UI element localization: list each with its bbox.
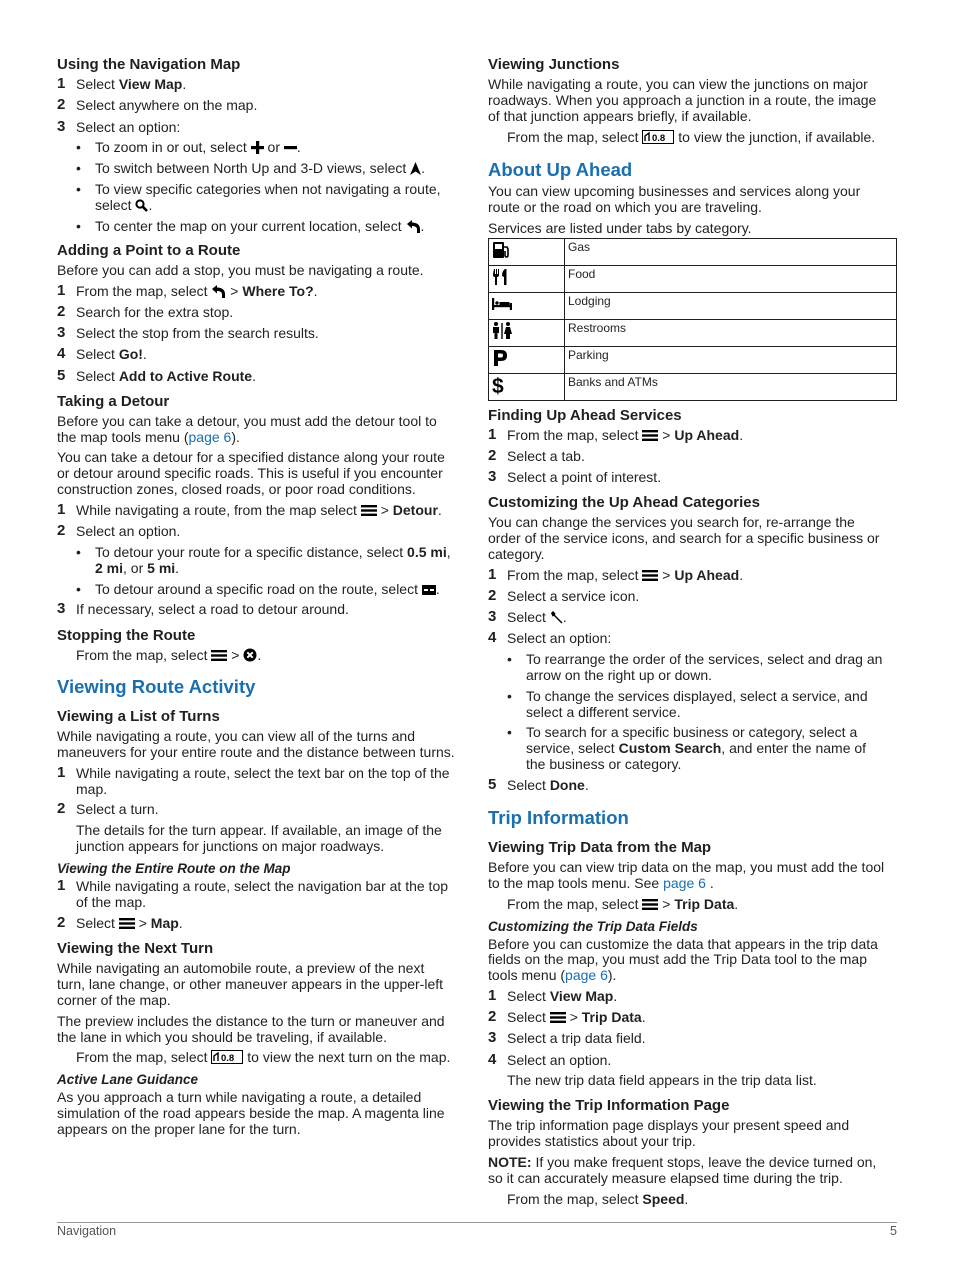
svg-text:$: $ — [492, 375, 504, 395]
step: Select a service icon. — [507, 588, 640, 604]
step: Select a trip data field. — [507, 1030, 646, 1046]
step: Select View Map. — [507, 988, 618, 1004]
heading-adding-point: Adding a Point to a Route — [57, 242, 241, 259]
bullet-item: To search for a specific business or category, select a — [526, 724, 858, 740]
step: Select the stop from the search results. — [76, 325, 319, 341]
step: Select an option. — [76, 523, 181, 539]
heading-finding-up-ahead: Finding Up Ahead Services — [488, 407, 682, 424]
table-cell: Restrooms — [565, 320, 897, 347]
heading-entire-route: Viewing the Entire Route on the Map — [57, 861, 291, 876]
heading-list-of-turns: Viewing a List of Turns — [57, 708, 220, 725]
step: Select anywhere on the map. — [76, 97, 258, 113]
dollar-icon — [491, 375, 511, 395]
step: Select Done. — [507, 777, 589, 793]
step: Select an option. — [507, 1052, 612, 1068]
heading-stopping-route: Stopping the Route — [57, 627, 196, 644]
step: Select a tab. — [507, 448, 585, 464]
step: Select an option: — [507, 630, 612, 646]
table-cell: Food — [565, 266, 897, 293]
bullet-item: To center the map on your current location, select . — [95, 218, 425, 234]
stop-icon — [243, 648, 257, 662]
table-cell: Lodging — [565, 293, 897, 320]
page-link[interactable]: page 6 — [188, 429, 232, 445]
road-detour-icon — [422, 584, 436, 596]
page-number: 5 — [890, 1224, 897, 1238]
table-cell: Banks and ATMs — [565, 374, 897, 401]
step: While navigating a route, from the map select > Detour. — [76, 502, 442, 518]
svg-text:0.8: 0.8 — [221, 1053, 235, 1064]
heading-trip-data-map: Viewing Trip Data from the Map — [488, 839, 712, 856]
services-table — [488, 238, 897, 401]
menu-icon — [642, 429, 658, 442]
heading-customizing-up-ahead: Customizing the Up Ahead Categories — [488, 494, 760, 511]
svg-text:0.8: 0.8 — [652, 133, 666, 144]
minus-icon — [284, 141, 297, 154]
gas-pump-icon — [491, 240, 511, 260]
heading-trip-info-page: Viewing the Trip Information Page — [488, 1097, 730, 1114]
step: From the map, select > Up Ahead. — [507, 427, 744, 443]
step: Select > Trip Data. — [507, 1009, 646, 1025]
note: NOTE: If you make frequent stops, leave the device turned on, — [488, 1154, 877, 1170]
heading-active-lane-guidance: Active Lane Guidance — [57, 1072, 199, 1087]
north-arrow-icon — [410, 162, 421, 175]
heading-viewing-route-activity: Viewing Route Activity — [57, 676, 256, 697]
bullet-item: To switch between North Up and 3-D views, select . — [95, 160, 426, 176]
menu-icon — [642, 898, 658, 911]
step: Select Add to Active Route. — [76, 368, 256, 384]
heading-using-navigation-map: Using the Navigation Map — [57, 56, 241, 73]
turn-preview-icon — [642, 130, 674, 144]
heading-next-turn: Viewing the Next Turn — [57, 940, 214, 957]
page-link[interactable]: page 6 — [663, 875, 706, 891]
table-row — [489, 293, 897, 320]
step: Select an option: — [76, 119, 181, 135]
turn-preview-icon — [211, 1050, 243, 1064]
table-row — [489, 266, 897, 293]
bullet-item: To detour around a specific road on the route, select . — [95, 581, 440, 597]
table-row — [489, 374, 897, 401]
step: From the map, select > Where To?. — [76, 283, 318, 299]
search-icon — [135, 199, 148, 212]
page-link[interactable]: page 6 — [565, 967, 608, 983]
step: While navigating a route, select the navigation bar at the top — [76, 878, 449, 894]
step: Select a point of interest. — [507, 469, 662, 485]
heading-about-up-ahead: About Up Ahead — [488, 159, 633, 180]
step: While navigating a route, select the text bar on the top of the — [76, 765, 450, 781]
step: If necessary, select a road to detour around. — [76, 601, 349, 617]
menu-icon — [550, 1011, 566, 1024]
table-row — [489, 347, 897, 374]
table-row — [489, 239, 897, 266]
step: From the map, select > Up Ahead. — [507, 567, 744, 583]
menu-icon — [119, 917, 135, 930]
step: Select a turn. — [76, 801, 159, 817]
step: Select . — [507, 609, 567, 625]
step: Select View Map. — [76, 76, 187, 92]
heading-customizing-trip-fields: Customizing the Trip Data Fields — [488, 919, 698, 934]
restroom-icon — [491, 321, 513, 341]
table-cell: Gas — [565, 239, 897, 266]
heading-trip-information: Trip Information — [488, 807, 629, 828]
menu-icon — [642, 569, 658, 582]
fork-knife-icon — [491, 267, 511, 287]
bullet-item: To detour your route for a specific distance, select 0.5 mi, — [95, 544, 451, 560]
heading-taking-detour: Taking a Detour — [57, 393, 170, 410]
table-row — [489, 320, 897, 347]
bed-icon — [491, 294, 513, 314]
page-footer — [57, 1222, 897, 1238]
parking-icon — [491, 348, 511, 368]
table-cell: Parking — [565, 347, 897, 374]
menu-icon — [211, 649, 227, 662]
heading-viewing-junctions: Viewing Junctions — [488, 56, 620, 73]
step: Search for the extra stop. — [76, 304, 234, 320]
bullet-item: To change the services displayed, select a service, and — [526, 688, 868, 704]
wrench-icon — [550, 611, 563, 624]
step: Select > Map. — [76, 915, 183, 931]
footer-section: Navigation — [57, 1224, 117, 1238]
bullet-item: To view specific categories when not navigating a route, — [95, 181, 441, 197]
bullet-item: To zoom in or out, select or . — [95, 139, 301, 155]
plus-icon — [251, 141, 264, 154]
back-arrow-icon — [406, 220, 421, 233]
bullet-item: To rearrange the order of the services, select and drag an — [526, 651, 883, 667]
back-arrow-icon — [211, 285, 226, 298]
step: Select Go!. — [76, 346, 147, 362]
menu-icon — [361, 504, 377, 517]
